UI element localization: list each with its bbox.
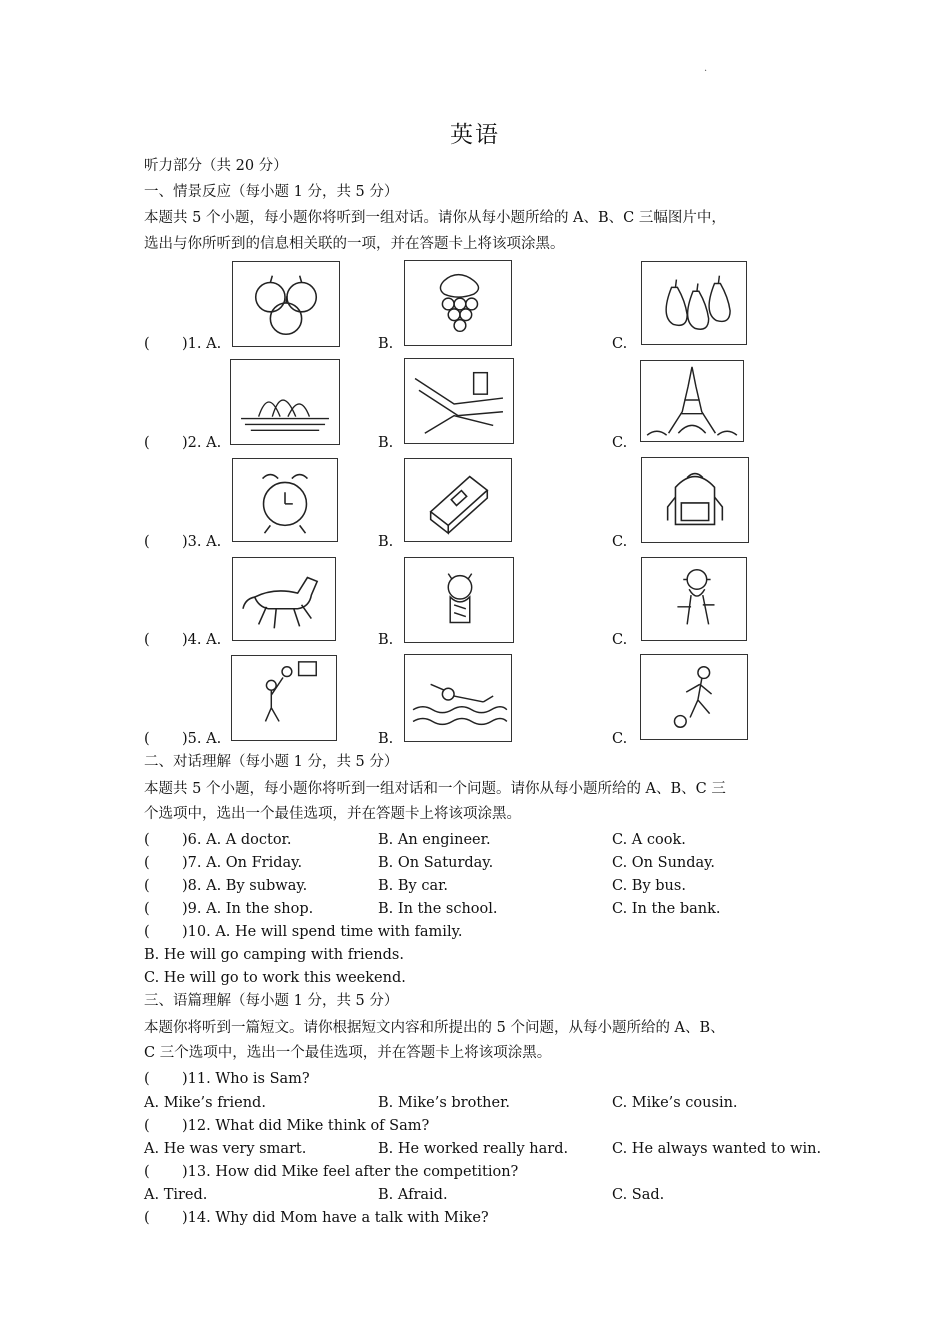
q3-row: ( )3. A. <box>144 534 222 550</box>
q8-option-c: C. By bus. <box>612 878 686 894</box>
q2-row: ( )2. A. <box>144 435 222 451</box>
alarm-clock-picture <box>232 458 338 542</box>
q10-option-a: ( )10. A. He will spend time with family. <box>144 924 463 940</box>
q14-question: ( )14. Why did Mom have a talk with Mike? <box>144 1210 489 1226</box>
q3-option-c: C. <box>612 534 628 550</box>
q13-question: ( )13. How did Mike feel after the competition? <box>144 1164 519 1180</box>
q4-option-b: B. <box>378 632 394 648</box>
q8-option-a: ( )8. A. By subway. <box>144 878 308 894</box>
q13-option-b: B. Afraid. <box>378 1187 448 1203</box>
scan-dot: · <box>704 66 708 77</box>
q6-option-c: C. A cook. <box>612 832 686 848</box>
soccer-picture <box>640 654 748 740</box>
q11-option-a: A. Mike’s friend. <box>144 1095 266 1111</box>
section3-heading: 三、语篇理解（每小题 1 分，共 5 分） <box>144 993 399 1009</box>
monkey-picture <box>641 557 747 641</box>
q1-option-b: B. <box>378 336 394 352</box>
section2-instructions-2: 个选项中，选出一个最佳选项，并在答题卡上将该项涂黑。 <box>144 806 521 822</box>
page-title: 英语 <box>450 122 500 148</box>
q1-option-c: C. <box>612 336 628 352</box>
section1-instructions-1: 本题共 5 个小题，每小题你将听到一组对话。请你从每小题所给的 A、B、C 三幅图片中， <box>144 210 726 226</box>
q9-option-c: C. In the bank. <box>612 901 721 917</box>
q10-option-b: B. He will go camping with friends. <box>144 947 404 963</box>
q2-option-c: C. <box>612 435 628 451</box>
q9-option-b: B. In the school. <box>378 901 498 917</box>
section1-instructions-2: 选出与你所听到的信息相关联的一项，并在答题卡上将该项涂黑。 <box>144 236 565 252</box>
q10-option-c: C. He will go to work this weekend. <box>144 970 406 986</box>
apples-picture <box>232 261 340 347</box>
grapes-picture <box>404 260 512 346</box>
q7-option-b: B. On Saturday. <box>378 855 494 871</box>
section3-instructions-2: C 三个选项中，选出一个最佳选项，并在答题卡上将该项涂黑。 <box>144 1045 552 1061</box>
q12-option-b: B. He worked really hard. <box>378 1141 569 1157</box>
eiffel-tower-picture <box>640 360 744 442</box>
q1-row: ( )1. A. <box>144 336 222 352</box>
q3-option-b: B. <box>378 534 394 550</box>
great-wall-picture <box>404 358 514 444</box>
q12-option-a: A. He was very smart. <box>144 1141 307 1157</box>
q7-option-a: ( )7. A. On Friday. <box>144 855 303 871</box>
listening-header: 听力部分（共 20 分） <box>144 158 288 174</box>
q11-option-b: B. Mike’s brother. <box>378 1095 511 1111</box>
section3-instructions-1: 本题你将听到一篇短文。请你根据短文内容和所提出的 5 个问题，从每小题所给的 A、B、 <box>144 1020 725 1036</box>
q12-question: ( )12. What did Mike think of Sam? <box>144 1118 430 1134</box>
q5-option-b: B. <box>378 731 394 747</box>
horse-picture <box>232 557 336 641</box>
q13-option-c: C. Sad. <box>612 1187 665 1203</box>
q4-option-c: C. <box>612 632 628 648</box>
q11-question: ( )11. Who is Sam? <box>144 1071 310 1087</box>
q5-option-c: C. <box>612 731 628 747</box>
q12-option-c: C. He always wanted to win. <box>612 1141 822 1157</box>
opera-house-picture <box>230 359 340 445</box>
q9-option-a: ( )9. A. In the shop. <box>144 901 314 917</box>
q2-option-b: B. <box>378 435 394 451</box>
swimming-picture <box>404 654 512 742</box>
tiger-picture <box>404 557 514 643</box>
section2-heading: 二、对话理解（每小题 1 分，共 5 分） <box>144 754 399 770</box>
q8-option-b: B. By car. <box>378 878 449 894</box>
book-picture <box>404 458 512 542</box>
q6-option-b: B. An engineer. <box>378 832 491 848</box>
q7-option-c: C. On Sunday. <box>612 855 716 871</box>
q6-option-a: ( )6. A. A doctor. <box>144 832 292 848</box>
q13-option-a: A. Tired. <box>144 1187 208 1203</box>
backpack-picture <box>641 457 749 543</box>
section2-instructions-1: 本题共 5 个小题，每小题你将听到一组对话和一个问题。请你从每小题所给的 A、B、C 三 <box>144 781 726 797</box>
pears-picture <box>641 261 747 345</box>
q5-row: ( )5. A. <box>144 731 222 747</box>
basketball-picture <box>231 655 337 741</box>
q11-option-c: C. Mike’s cousin. <box>612 1095 738 1111</box>
q4-row: ( )4. A. <box>144 632 222 648</box>
section1-heading: 一、情景反应（每小题 1 分，共 5 分） <box>144 184 399 200</box>
